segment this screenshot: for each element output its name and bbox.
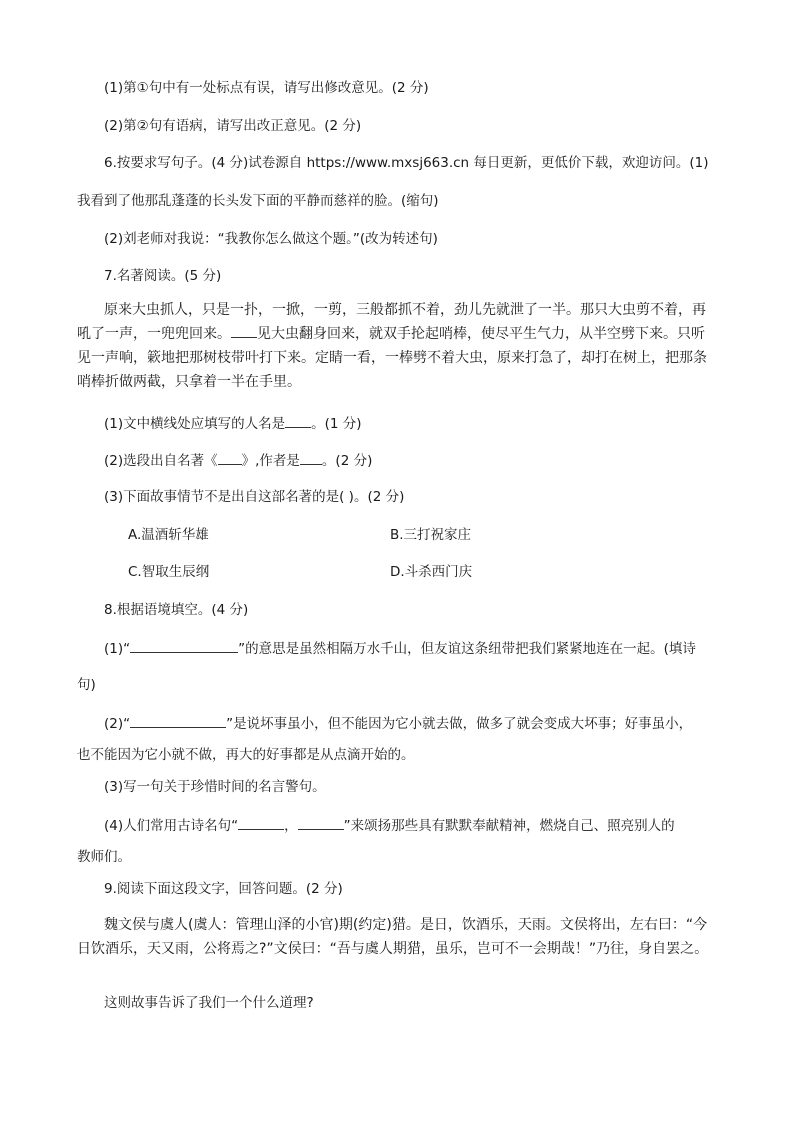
- q9-question: 这则故事告诉了我们一个什么道理?: [104, 995, 314, 1011]
- q7-option-b: B.三打祝家庄: [390, 527, 472, 543]
- q8-sub3: (3)写一句关于珍惜时间的名言警句。: [104, 779, 326, 795]
- q8-sub2-open: (2)“: [104, 716, 131, 732]
- q6-line1: 6.按要求写句子。(4 分)试卷源自 https://www.mxsj663.cn 每日更新，更低价下载，欢迎访问。(1): [104, 155, 709, 171]
- q7-sub2-text-b: 》,作者是: [241, 453, 300, 469]
- q8-sub1-blank: [130, 638, 238, 653]
- q7-option-a: A.温酒斩华雄: [128, 527, 209, 543]
- q6-line2: 我看到了他那乱蓬蓬的长头发下面的平静而慈祥的脸。(缩句): [77, 193, 439, 209]
- q7-sub1: [104, 413, 362, 434]
- q7-sub3: (3)下面故事情节不是出自这部名著的是( )。(2 分): [104, 489, 405, 505]
- q9-heading: 9.阅读下面这段文字，回答问题。(2 分): [104, 881, 343, 897]
- q6-sub2: (2)刘老师对我说：“我教你怎么做这个题。”(改为转述句): [104, 231, 438, 247]
- q8-sub2-text: ”是说坏事虽小，但不能因为它小就去做，做多了就会变成大坏事；好事虽小，: [226, 716, 693, 732]
- q7-sub2-text-a: (2)选段出自名著《: [104, 453, 218, 469]
- q7-sub2-blank-book: [218, 450, 242, 465]
- q5-sub1: (1)第①句中有一处标点有误，请写出修改意见。(2 分): [104, 80, 429, 96]
- q7-sub1-blank: [285, 413, 311, 428]
- q8-sub2-blank: [130, 713, 226, 728]
- q8-sub4-blank-2: [298, 815, 344, 830]
- q7-passage-blank: [231, 323, 257, 338]
- q7-option-c: C.智取生辰纲: [128, 564, 210, 580]
- q8-sub4: [104, 815, 675, 836]
- q7-options-row2: [128, 562, 473, 582]
- q7-heading: 7.名著阅读。(5 分): [104, 268, 222, 284]
- q7-passage: [77, 298, 717, 394]
- q8-sub1-cont: 句): [77, 677, 96, 693]
- q8-heading: 8.根据语境填空。(4 分): [104, 602, 249, 618]
- q7-sub2-blank-author: [300, 450, 322, 465]
- q7-passage-a: 原来大虫抓人，只是一扑，一掀，一剪，三般都抓不着，劲儿先就泄了一半。那只大虫剪不着，再吼了一声，一兜兜回来。: [77, 302, 706, 342]
- q8-sub1-open: (1)“: [104, 641, 131, 657]
- q5-sub2: (2)第②句有语病，请写出改正意见。(2 分): [104, 118, 362, 134]
- q8-sub2: [104, 713, 692, 734]
- q8-sub4-text-a: (4)人们常用古诗名句“: [104, 818, 239, 834]
- q7-options-row1: [128, 525, 472, 545]
- q7-sub2: [104, 450, 372, 471]
- q7-passage-b: 见大虫翻身回来，就双手抡起哨棒，使尽平生气力，从半空劈下来。只听见一声响，簌地把那树枝带叶打下来。定睛一看，一棒劈不着大虫，原来打急了，却打在树上，把那条哨棒折做两截，只拿着一半在手里。: [77, 326, 707, 390]
- q9-passage: 魏文侯与虞人(虞人：管理山泽的小官)期(约定)猎。是日，饮酒乐，天雨。文侯将出，左右曰：“今日饮酒乐，天又雨，公将焉之?”文侯曰：“吾与虞人期猎，虽乐，岂可不一会期哉！”乃往，身自罢之。: [77, 917, 709, 957]
- q8-sub2-cont: 也不能因为它小就不做，再大的好事都是从点滴开始的。: [77, 747, 415, 763]
- q7-option-d: D.斗杀西门庆: [390, 564, 473, 580]
- q8-sub4-blank-1: [238, 815, 284, 830]
- q8-sub1-text: ”的意思是虽然相隔万水千山，但友谊这条纽带把我们紧紧地连在一起。(填诗: [238, 641, 696, 657]
- q8-sub4-comma: ，: [284, 818, 298, 834]
- q7-sub2-score: 。(2 分): [321, 453, 373, 469]
- q8-sub4-text-c: ”来颂扬那些具有默默奉献精神，燃烧自己、照亮别人的: [343, 818, 675, 834]
- q7-sub1-text: (1)文中横线处应填写的人名是: [104, 416, 286, 432]
- q7-sub1-score: 。(1 分): [311, 416, 362, 432]
- q8-sub1: [104, 638, 696, 659]
- q8-sub4-cont: 教师们。: [77, 849, 131, 865]
